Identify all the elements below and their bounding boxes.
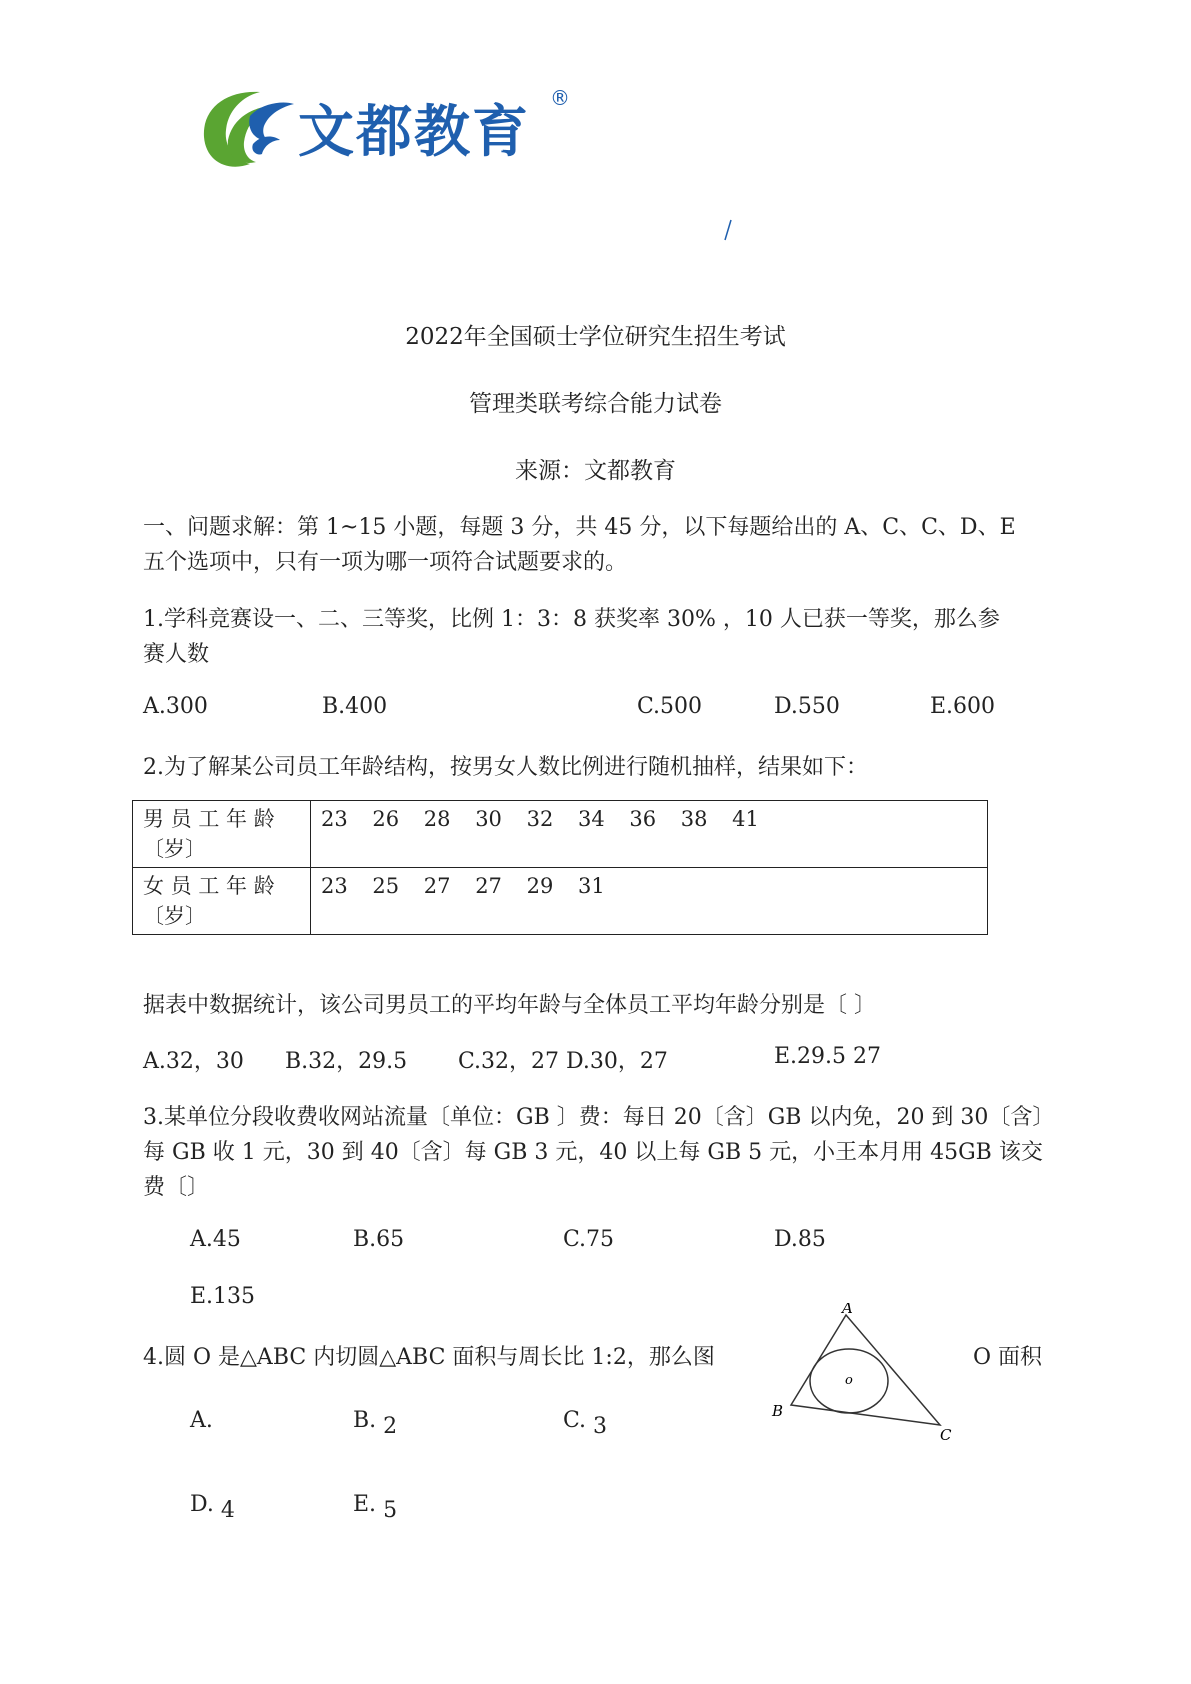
q1-option-c: C.500 [637,694,703,719]
q3-stem-line1: 3.某单位分段收费收网站流量〔单位：GB 〕费：每日 20〔含〕GB 以内免，20 到 30〔含〕 [143,1105,1055,1130]
male-label: 男 员 工 年 龄 [143,807,275,831]
q1-stem-line2: 赛人数 [143,642,210,667]
q4-option-c-letter: C. [563,1408,587,1433]
q4-option-e-letter: E. [353,1492,377,1517]
q2-option-c-d: C.32，27 D.30，27 [458,1049,668,1074]
center-o-label: o [845,1373,853,1388]
age-table [132,800,988,935]
q4-option-e [353,1492,398,1523]
q4-option-d [190,1492,235,1523]
logo-mark-icon [198,82,298,177]
q4-option-b-value: 2 [383,1414,398,1439]
section-intro-line1: 一、问题求解：第 1~15 小题，每题 3 分，共 45 分，以下每题给出的 A、C、C、D、E [143,515,1016,540]
female-label-unit: 〔岁〕 [143,904,206,928]
q4-stem: 4.圆 O 是△ABC 内切圆△ABC 面积与周长比 1:2，那么图 [143,1345,715,1370]
q2-stem: 2.为了解某公司员工年龄结构，按男女人数比例进行随机抽样，结果如下： [143,755,868,780]
incircle-triangle-figure [768,1303,963,1453]
vertex-c-label: C [940,1426,952,1444]
male-label-cell [133,801,311,868]
vertex-b-label: B [772,1402,784,1420]
table-row [133,801,988,868]
female-ages: 23 25 27 27 29 31 [311,868,988,935]
q2-option-a: A.32，30 [143,1049,244,1074]
q3-option-c: C.75 [563,1227,615,1252]
q4-option-a: A. [190,1408,213,1433]
table-row [133,868,988,935]
female-label-cell [133,868,311,935]
q2-question: 据表中数据统计，该公司男员工的平均年龄与全体员工平均年龄分别是〔 〕 [143,993,876,1018]
wendu-logo [198,82,583,177]
q4-option-c [563,1408,608,1439]
q1-option-d: D.550 [774,694,840,719]
q1-option-b: B.400 [322,694,388,719]
exam-title: 2022年全国硕士学位研究生招生考试 [405,324,786,350]
q4-option-e-value: 5 [383,1498,398,1523]
vertex-a-label: A [842,1303,853,1317]
q3-stem-line2: 每 GB 收 1 元，30 到 40〔含〕每 GB 3 元，40 以上每 GB 5 元，小王本月用 45GB 该交 [143,1140,1043,1165]
q2-option-b: B.32，29.5 [285,1049,408,1074]
q2-option-e: E.29.5 27 [774,1044,882,1069]
q1-option-a: A.300 [143,694,208,719]
section-intro-line2: 五个选项中，只有一项为哪一项符合试题要求的。 [143,550,628,575]
q3-option-d: D.85 [774,1227,826,1252]
q3-option-e: E.135 [190,1284,256,1309]
logo-text: 文都教育 [298,100,530,165]
exam-subtitle: 管理类联考综合能力试卷 [469,391,722,417]
male-label-unit: 〔岁〕 [143,837,206,861]
exam-source: 来源：文都教育 [515,458,676,484]
q3-stem-line3: 费〔〕 [143,1175,210,1200]
q4-option-d-letter: D. [190,1492,214,1517]
q4-option-b [353,1408,398,1439]
q4-stem-tail: O 面积 [973,1345,1043,1370]
q4-option-d-value: 4 [220,1498,235,1523]
q3-option-b: B.65 [353,1227,405,1252]
q1-option-e: E.600 [930,694,996,719]
q1-stem-line1: 1.学科竞赛设一、二、三等奖，比例 1：3：8 获奖率 30% ，10 人已获一等奖，那么参 [143,607,1000,632]
slash-mark [723,218,733,242]
female-label: 女 员 工 年 龄 [143,874,275,898]
q4-option-b-letter: B. [353,1408,377,1433]
triangle-abc [791,1315,940,1425]
male-ages: 23 26 28 30 32 34 36 38 41 [311,801,988,868]
q3-option-a: A.45 [190,1227,241,1252]
registered-mark: ® [550,86,570,110]
q4-option-c-value: 3 [593,1414,608,1439]
